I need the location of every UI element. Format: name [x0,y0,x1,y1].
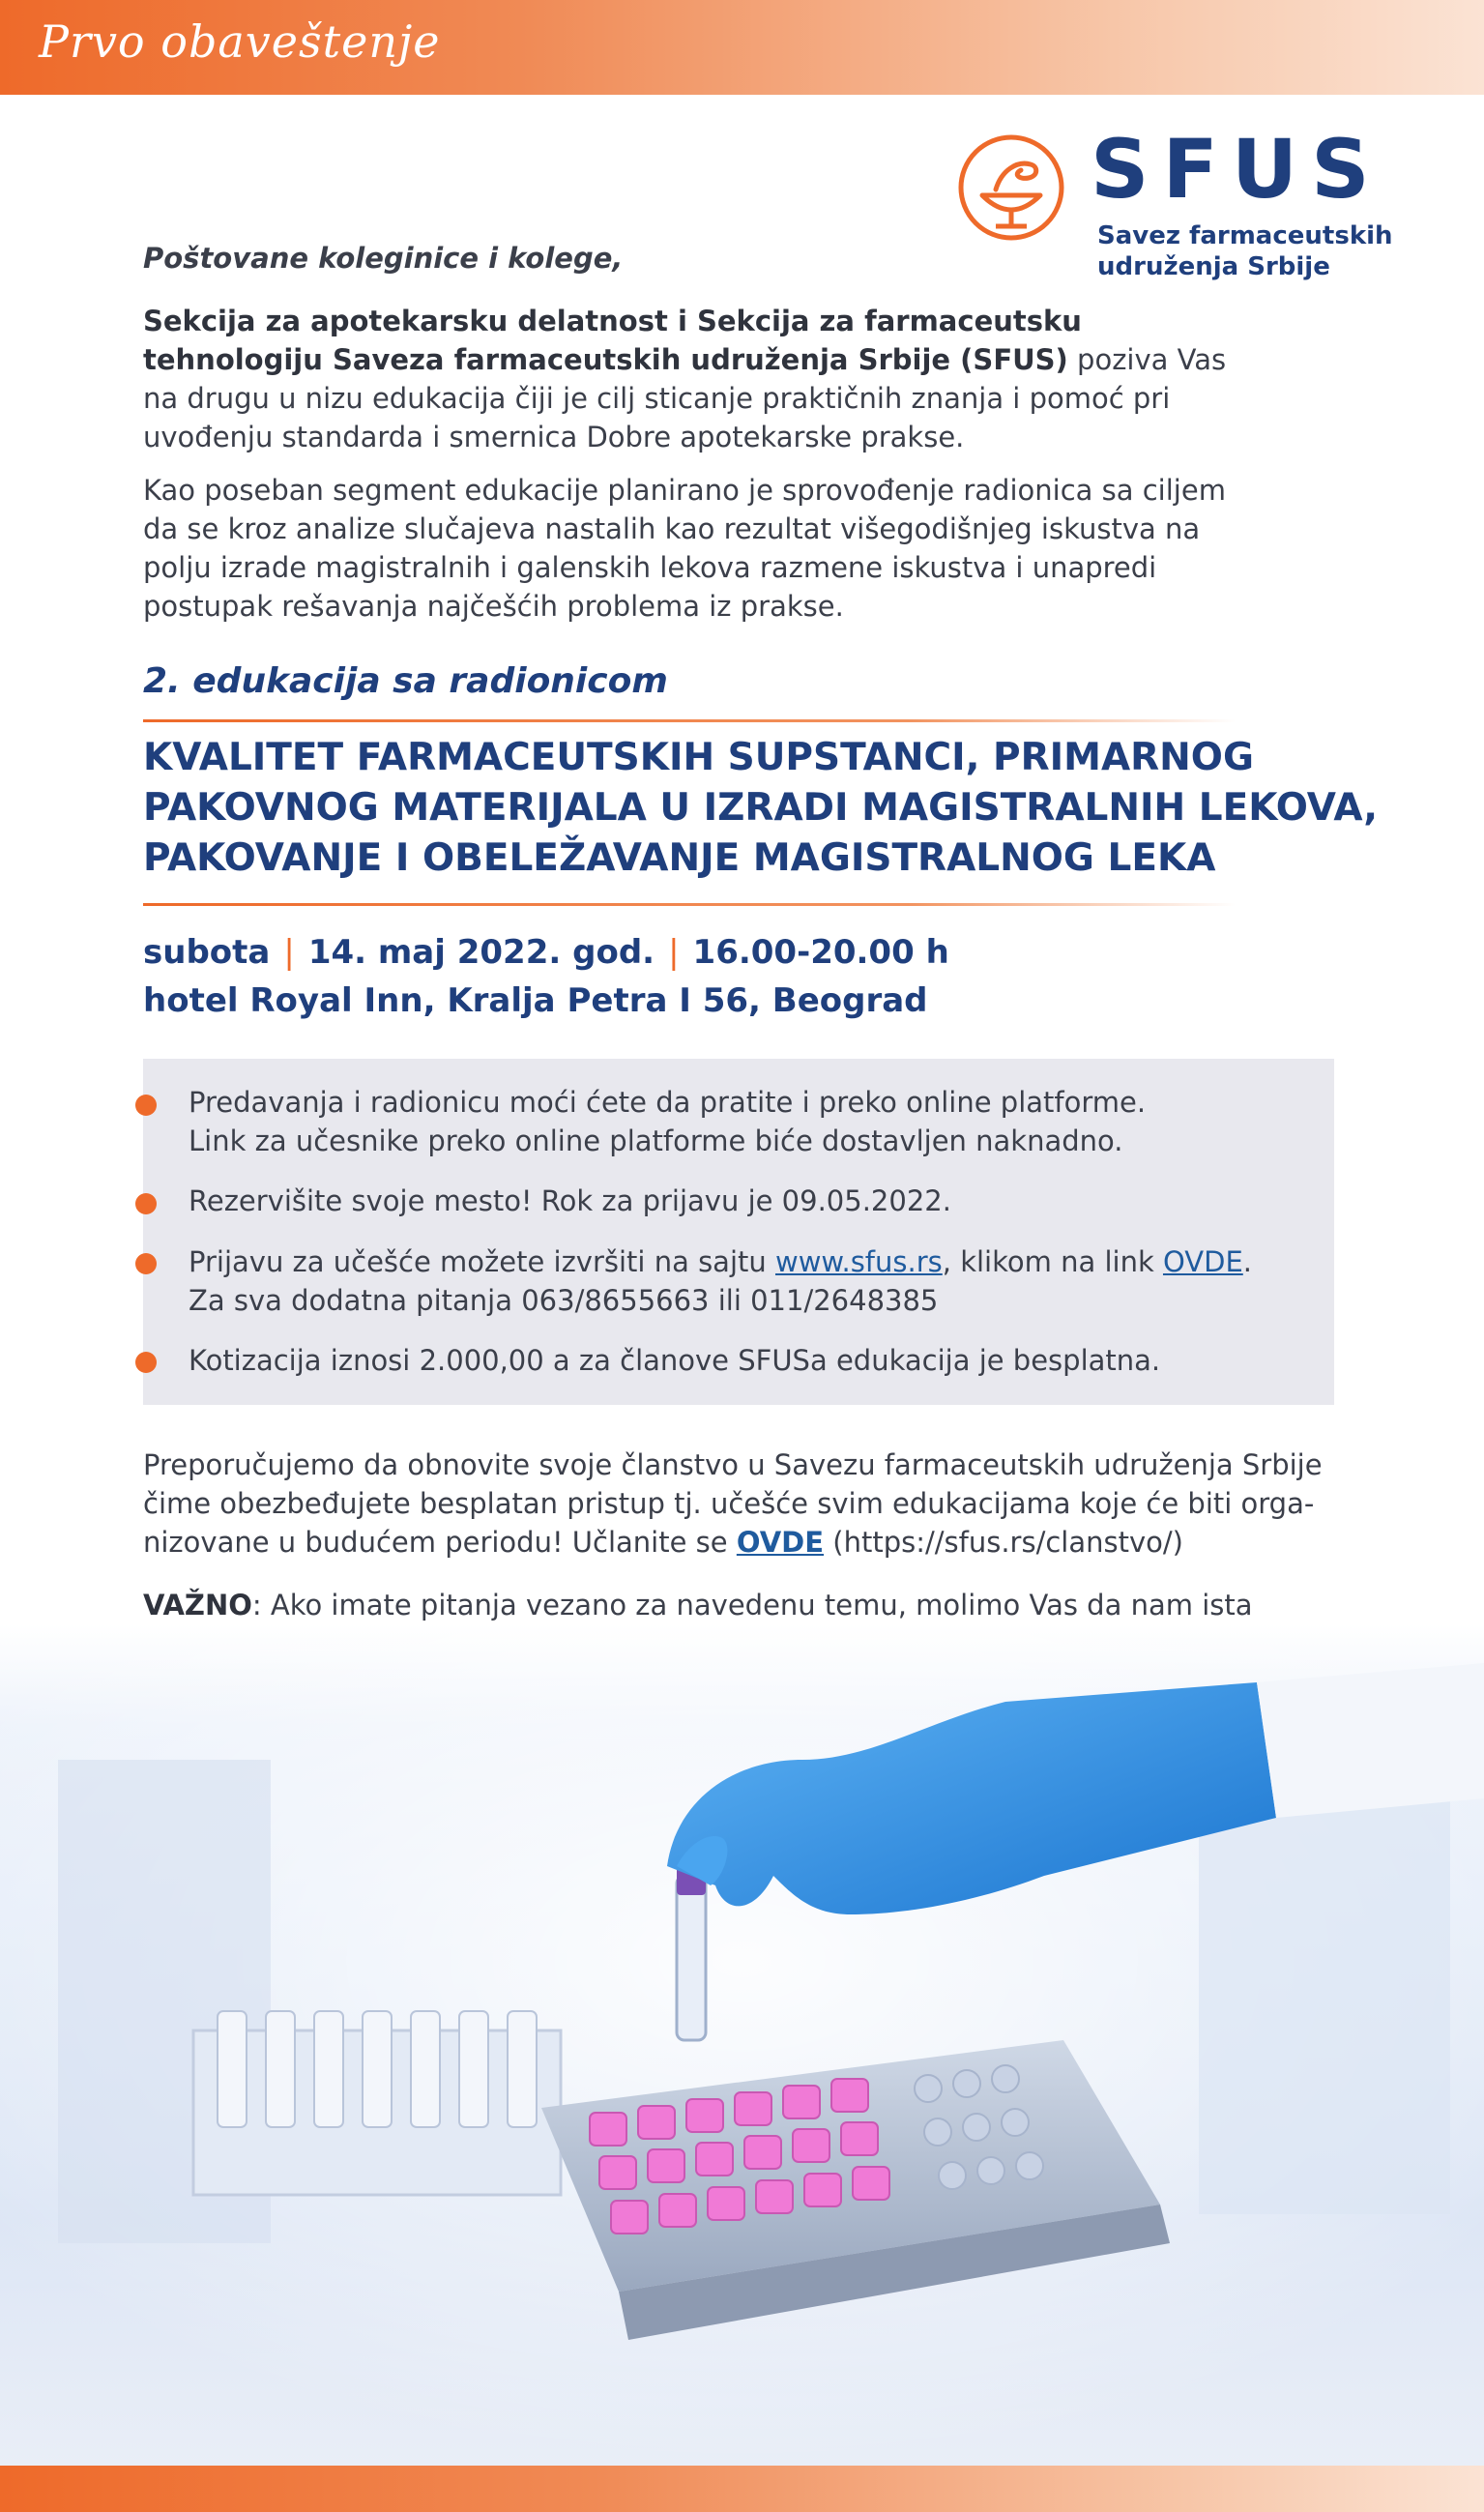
info-item-online [189,1083,1329,1160]
logo-abbreviation: SFUS [1091,122,1383,217]
important-line1: : Ako imate pitanja vezano za navedenu temu, molimo Vas da nam ista [251,1589,1253,1621]
registration-text-middle: , klikom na link [942,1245,1163,1278]
info-item-deadline: Rezervišite svoje mesto! Rok za prijavu je 09.05.2022. [189,1184,951,1217]
header-title: Prvo obaveštenje [39,15,441,68]
header-band [0,0,1484,95]
bullet-icon [135,1253,157,1274]
pharmacy-bowl-icon [957,131,1073,248]
event-datetime [143,933,949,972]
logo-full-name [1097,220,1393,282]
lab-illustration [0,1624,1484,2466]
membership-paragraph [143,1446,1381,1562]
logo-name-line2: udruženja Srbije [1097,252,1330,281]
contact-phones: Za sva dodatna pitanja 063/8655663 ili 011/2648385 [189,1284,939,1317]
main-title-line1: KVALITET FARMACEUTSKIH SUPSTANCI, PRIMARNOG [143,736,1254,779]
greeting: Poštovane koleginice i kolege, [143,242,624,275]
segment-paragraph: Kao poseban segment edukacije planirano je sprovođenje radionica sa ciljem da se kroz analize slučajeva nastalih kao rezultat višegodišnjeg iskustva na polju izrade magistralnih i galenskih lekova razmene iskustva i unapredi postupak rešavanja najčešćih problema iz prakse. [143,474,1226,623]
event-location: hotel Royal Inn, Kralja Petra I 56, Beograd [143,981,928,1020]
main-title-line3: PAKOVANJE I OBELEŽAVANJE MAGISTRALNOG LEKA [143,836,1216,880]
registration-text: Prijavu za učešće možete izvršiti na sajtu [189,1245,775,1278]
info-item-fee: Kotizacija iznosi 2.000,00 a za članove SFUSa edukacija je besplatna. [189,1344,1161,1377]
footer-band [0,2466,1484,2512]
separator: | [283,933,295,972]
info-item-online-line1: Predavanja i radionicu moći ćete da pratite i preko online platforme. [189,1086,1147,1119]
main-title-line2: PAKOVNOG MATERIJALA U IZRADI MAGISTRALNIH LEKOVA, [143,786,1379,830]
event-date: 14. maj 2022. god. [307,933,655,972]
intro-paragraph [143,302,1255,456]
membership-line1: Preporučujemo da obnovite svoje članstvo u Savezu farmaceutskih udruženja Srbije [143,1448,1323,1481]
bullet-icon [135,1095,157,1116]
membership-line2: čime obezbeđujete besplatan pristup tj. učešće svim edukacijama koje će biti orga- [143,1487,1315,1520]
important-label: VAŽNO [143,1589,252,1621]
main-title [143,733,1400,884]
edu-subheading: 2. edukacija sa radionicom [143,661,668,701]
intro-rest: poziva Vas na drugu u nizu edukacija čiji je cilj sticanje praktičnih znanja i pomoć pri uvođenju standarda i smernica Dobre apotekarske prakse. [143,343,1227,453]
event-time: 16.00-20.00 h [692,933,949,972]
bullet-icon [135,1193,157,1214]
info-item-online-line2: Link za učesnike preko online platforme biće dostavljen naknadno. [189,1125,1123,1157]
divider-top [143,719,1236,722]
ovde-membership-link[interactable]: OVDE [736,1526,825,1559]
divider-bottom [143,903,1236,906]
event-day: subota [143,933,271,972]
info-item-registration [189,1242,1329,1320]
membership-url: (https://sfus.rs/clanstvo/) [824,1526,1183,1559]
lab-photo [0,1624,1484,2466]
separator: | [668,933,680,972]
registration-text-end: . [1242,1245,1252,1278]
intro-bold: Sekcija za apotekarsku delatnost i Sekcija za farmaceutsku tehnologiju Saveza farmaceutskih udruženja Srbije (SFUS) [143,305,1082,376]
bullet-icon [135,1352,157,1373]
sfus-logo [957,122,1411,292]
sfus-website-link[interactable]: www.sfus.rs [774,1245,943,1278]
membership-line3: nizovane u budućem periodu! Učlanite se [143,1526,737,1559]
ovde-registration-link[interactable]: OVDE [1162,1245,1243,1278]
logo-name-line1: Savez farmaceutskih [1097,221,1393,250]
